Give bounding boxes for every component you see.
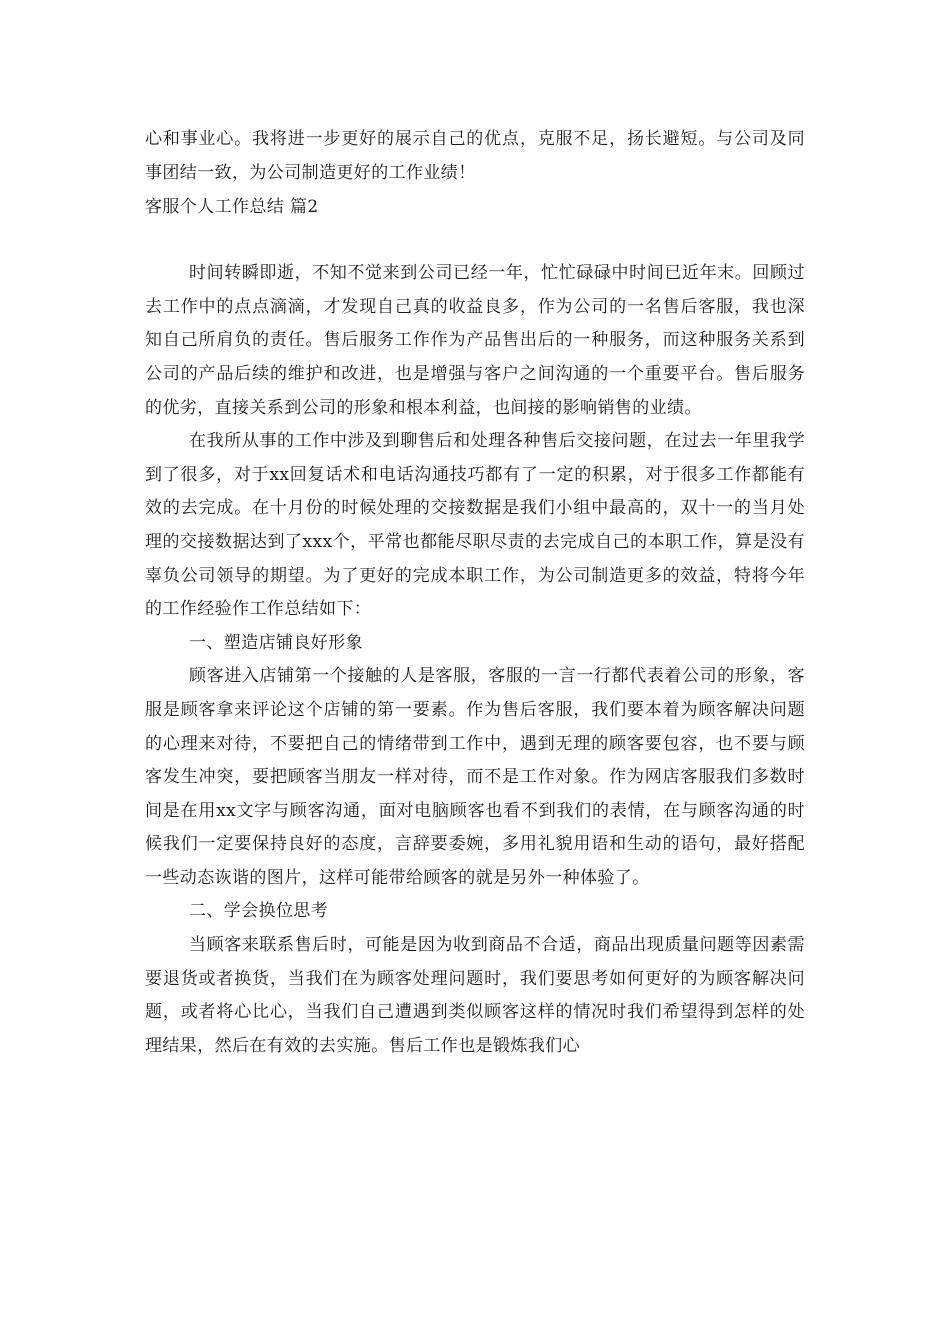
body-paragraph: 在我所从事的工作中涉及到聊售后和处理各种售后交接问题，在过去一年里我学到了很多，对于xx回复话术和电话沟通技巧都有了一定的积累，对于很多工作都能有效的去完成。在十月份的时候处理的交接数据是我们小组中最高的，双十一的当月处理的交接数据达到了xxx个，平常也都能尽职尽责的去完成自己的本职工作，算是没有辜负公司领导的期望。为了更好的完成本职工作，为公司制造更多的效益，特将今年的工作经验作工作总结如下： [145, 431, 805, 620]
opening-paragraph: 心和事业心。我将进一步更好的展示自己的优点，克服不足，扬长避短。与公司及同事团结一致，为公司制造更好的工作业绩！ [145, 129, 805, 183]
section-title: 客服个人工作总结 篇2 [145, 197, 319, 218]
subheading: 一、塑造店铺良好形象 [189, 632, 363, 653]
subheading: 二、学会换位思考 [189, 901, 329, 922]
document-body [145, 123, 805, 1063]
body-paragraph: 当顾客来联系售后时，可能是因为收到商品不合适，商品出现质量问题等因素需要退货或者换货，当我们在为顾客处理问题时，我们要思考如何更好的为顾客解决问题，或者将心比心，当我们自己遭遇到类似顾客这样的情况时我们希望得到怎样的处理结果，然后在有效的去实施。售后工作也是锻炼我们心 [145, 935, 805, 1056]
body-paragraph: 时间转瞬即逝，不知不觉来到公司已经一年，忙忙碌碌中时间已近年末。回顾过去工作中的点点滴滴，才发现自己真的收益良多，作为公司的一名售后客服，我也深知自己所肩负的责任。售后服务工作作为产品售出后的一种服务，而这种服务关系到公司的产品后续的维护和改进，也是增强与客户之间沟通的一个重要平台。售后服务的优劣，直接关系到公司的形象和根本利益，也间接的影响销售的业绩。 [145, 263, 805, 418]
body-paragraph: 顾客进入店铺第一个接触的人是客服，客服的一言一行都代表着公司的形象，客服是顾客拿来评论这个店铺的第一要素。作为售后客服，我们要本着为顾客解决问题的心理来对待，不要把自己的情绪带到工作中，遇到无理的顾客要包容，也不要与顾客发生冲突，要把顾客当朋友一样对待，而不是工作对象。作为网店客服我们多数时间是在用xx文字与顾客沟通，面对电脑顾客也看不到我们的表情，在与顾客沟通的时候我们一定要保持良好的态度，言辞要委婉，多用礼貌用语和生动的语句，最好搭配一些动态诙谐的图片，这样可能带给顾客的就是另外一种体验了。 [145, 666, 805, 888]
